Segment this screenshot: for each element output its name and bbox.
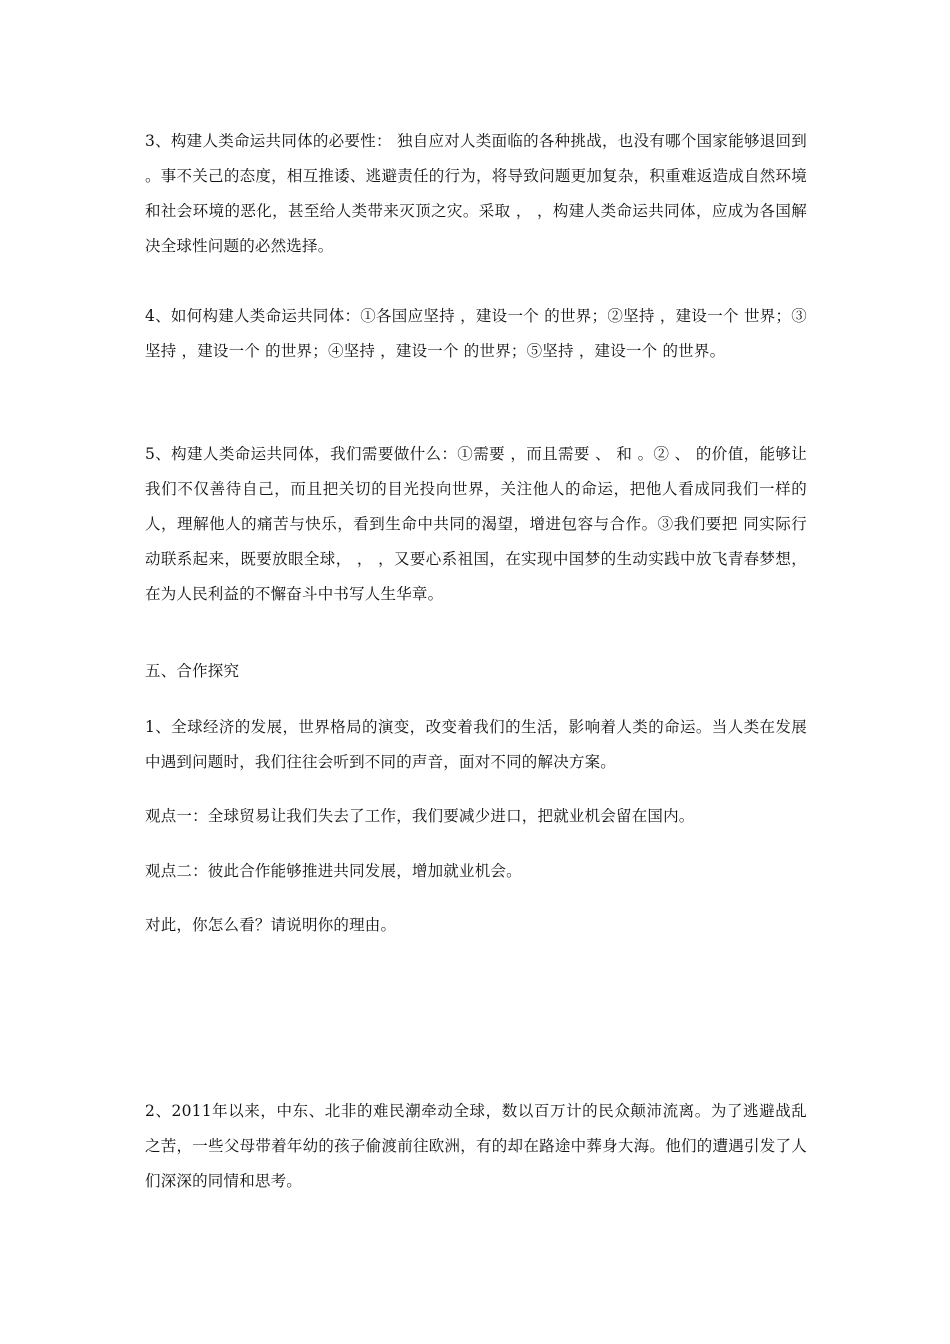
paragraph-necessity: 3、构建人类命运共同体的必要性： 独自应对人类面临的各种挑战，也没有哪个国家能够退回到 。事不关己的态度，相互推诿、逃避责任的行为，将导致问题更加复杂，积重难返造成自然环境和社会环境的恶化，甚至给人类带来灭顶之灾。采取 ， ，构建人类命运共同体，应成为各国解决全球性问题的必然选择。 [145,132,807,255]
question-1-intro: 1、全球经济的发展，世界格局的演变，改变着我们的生活，影响着人类的命运。当人类在发展中遇到问题时，我们往往会听到不同的声音，面对不同的解决方案。 [145,718,807,771]
question-2-intro: 2、2011年以来，中东、北非的难民潮牵动全球，数以百万计的民众颠沛流离。为了逃避战乱之苦，一些父母带着年幼的孩子偷渡前往欧洲，有的却在路途中葬身大海。他们的遭遇引发了人们深深的同情和思考。 [145,1102,807,1190]
paragraph-what-to-do: 5、构建人类命运共同体，我们需要做什么：①需要 ，而且需要 、 和 。② 、 的价值，能够让我们不仅善待自己，而且把关切的目光投向世界，关注他人的命运，把他人看成同我们一样的人，理解他人的痛苦与快乐，看到生命中共同的渴望，增进包容与合作。③我们要把 同实际行动联系起来，既要放眼全球， ， ，又要心系祖国，在实现中国梦的生动实践中放飞青春梦想，在为人民利益的不懈奋斗中书写人生华章。 [145,445,807,603]
viewpoint-one: 观点一：全球贸易让我们失去了工作，我们要减少进口，把就业机会留在国内。 [145,807,695,825]
paragraph-how-to-build: 4、如何构建人类命运共同体：①各国应坚持 ，建设一个 的世界；②坚持 ，建设一个 世界；③坚持 ，建设一个 的世界；④坚持 ，建设一个 的世界；⑤坚持 ，建设一个 的世界。 [145,307,807,360]
section-heading-cooperative-inquiry: 五、合作探究 [145,662,240,680]
question-1-prompt: 对此，你怎么看？请说明你的理由。 [145,916,397,934]
viewpoint-two: 观点二：彼此合作能够推进共同发展，增加就业机会。 [145,862,522,880]
